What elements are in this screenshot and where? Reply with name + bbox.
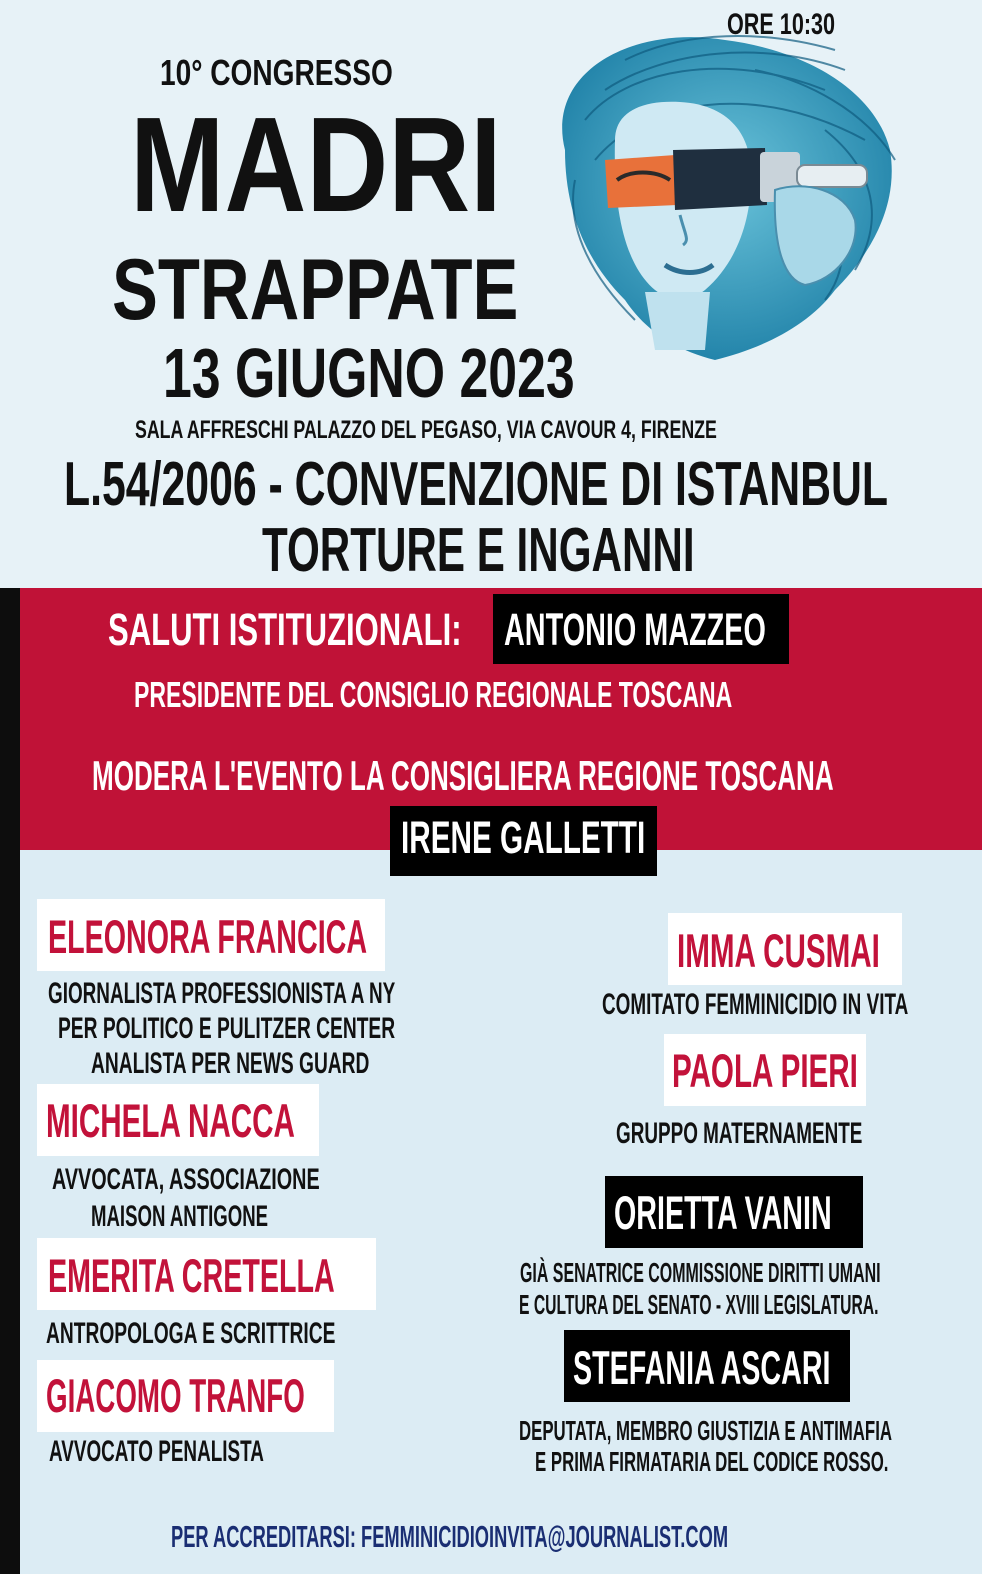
event-title-line2: STRAPPATE — [112, 242, 519, 338]
moderator-name: IRENE GALLETTI — [401, 812, 646, 863]
woman-face-paintbrush-illustration — [505, 30, 900, 365]
left-accent-bar — [0, 588, 20, 1574]
speaker-name: MICHELA NACCA — [46, 1094, 295, 1147]
speaker-role: GIÀ SENATRICE COMMISSIONE DIRITTI UMANI — [520, 1257, 881, 1288]
speaker-name: EMERITA CRETELLA — [48, 1249, 335, 1302]
speaker-role: COMITATO FEMMINICIDIO IN VITA — [602, 988, 909, 1021]
speaker-role: GRUPPO MATERNAMENTE — [616, 1117, 863, 1150]
speaker-name: IMMA CUSMAI — [677, 924, 880, 977]
event-title-line1: MADRI — [130, 89, 502, 240]
moderator-intro: MODERA L'EVENTO LA CONSIGLIERA REGIONE TOSCANA — [92, 752, 834, 799]
welcome-name: ANTONIO MAZZEO — [504, 604, 766, 655]
speaker-role: E CULTURA DEL SENATO - XVIII LEGISLATURA. — [519, 1289, 879, 1320]
speaker-name: GIACOMO TRANFO — [46, 1369, 305, 1422]
event-subtitle-line2: TORTURE E INGANNI — [262, 516, 695, 585]
event-venue: SALA AFFRESCHI PALAZZO DEL PEGASO, VIA CAVOUR 4, FIRENZE — [135, 416, 717, 444]
event-date: 13 GIUGNO 2023 — [163, 334, 575, 412]
speaker-name: STEFANIA ASCARI — [573, 1341, 831, 1394]
speaker-role: PER POLITICO E PULITZER CENTER — [58, 1012, 396, 1045]
event-time: ORE 10:30 — [727, 8, 836, 41]
speaker-role: GIORNALISTA PROFESSIONISTA A NY — [48, 977, 396, 1010]
speaker-role: E PRIMA FIRMATARIA DEL CODICE ROSSO. — [535, 1446, 889, 1477]
speaker-role: ANTROPOLOGA E SCRITTRICE — [46, 1317, 336, 1350]
accreditation-email[interactable]: PER ACCREDITARSI: FEMMINICIDIOINVITA@JOURNALIST.COM — [171, 1519, 729, 1554]
event-edition: 10° CONGRESSO — [160, 52, 393, 93]
speaker-role: DEPUTATA, MEMBRO GIUSTIZIA E ANTIMAFIA — [519, 1415, 893, 1446]
event-subtitle-line1: L.54/2006 - CONVENZIONE DI ISTANBUL — [64, 450, 889, 519]
speaker-name: ELEONORA FRANCICA — [48, 910, 368, 963]
speaker-role: AVVOCATO PENALISTA — [49, 1435, 264, 1468]
speaker-role: AVVOCATA, ASSOCIAZIONE — [52, 1163, 320, 1196]
speaker-role: ANALISTA PER NEWS GUARD — [91, 1047, 370, 1080]
speaker-name: PAOLA PIERI — [672, 1044, 858, 1097]
welcome-role: PRESIDENTE DEL CONSIGLIO REGIONALE TOSCANA — [134, 674, 733, 715]
speaker-role: MAISON ANTIGONE — [91, 1200, 269, 1233]
welcome-label: SALUTI ISTITUZIONALI: — [108, 604, 462, 655]
speaker-name: ORIETTA VANIN — [614, 1186, 832, 1239]
